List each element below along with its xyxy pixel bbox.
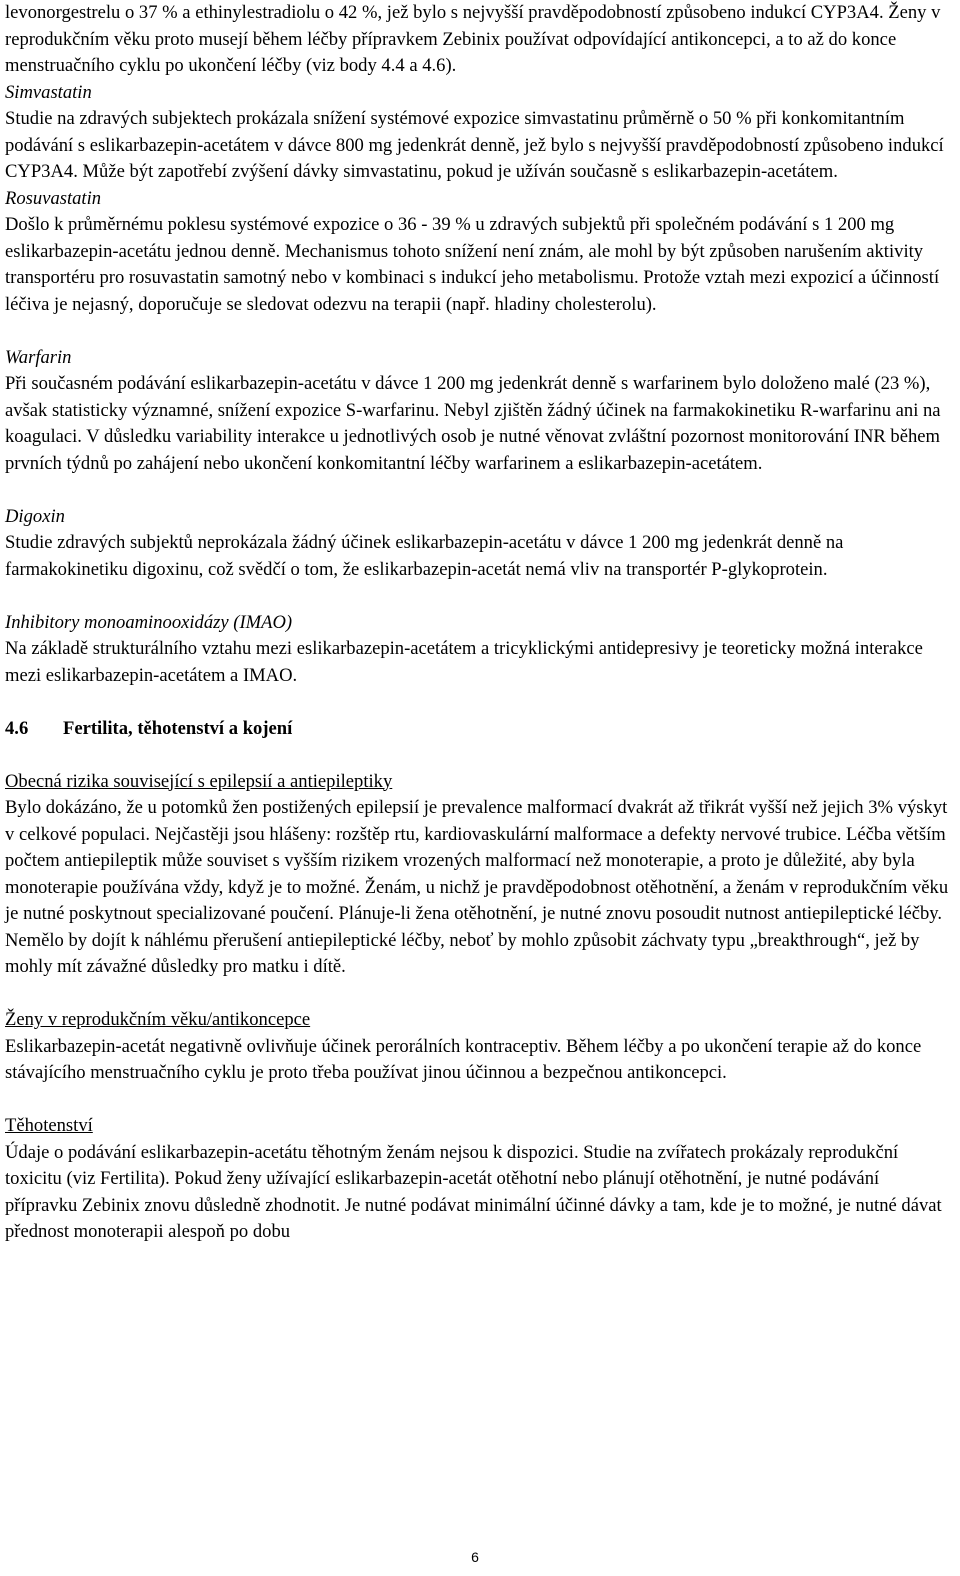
contraception-heading: Ženy v reprodukčním věku/antikoncepce bbox=[5, 1009, 311, 1030]
general-risks-paragraph: Bylo dokázáno, že u potomků žen postižených epilepsií je prevalence malformací dvakrát až třikrát vyšší než jejich 3% výskyt v celkové populaci. Nejčastěji jsou hlášeny: rozštěp rtu, kardiovaskulární malformace a defekty nervové trubice. Léčba větším počtem antiepileptik může souviset s vyšším rizikem vrozených malformací než monoterapie, a proto je důležité, aby byla monoterapie používána vždy, když je to možné. Ženám, u nichž je pravděpodobnost otěhotnění, a ženám v reprodukčním věku je nutné poskytnout specializované poučení. Plánuje-li žena otěhotnění, je nutné znovu posoudit nutnost antiepileptické léčby. Nemělo by dojít k náhlému přerušení antiepileptické léčby, neboť by mohlo způsobit záchvaty typu „breakthrough“, jež by mohly mít závažné důsledky pro matku i dítě. bbox=[5, 797, 949, 977]
intro-paragraph: levonorgestrelu o 37 % a ethinylestradiolu o 42 %, jež bylo s nejvyšší pravděpodobností způsobeno indukcí CYP3A4. Ženy v reprodukčním věku proto musejí během léčby přípravkem Zebinix používat odpovídající antikoncepci, a to až do konce menstruačního cyklu po ukončení léčby (viz body 4.4 a 4.6). bbox=[5, 2, 941, 76]
digoxin-paragraph: Studie zdravých subjektů neprokázala žádný účinek eslikarbazepin-acetátu v dávce 1 200 mg jedenkrát denně na farmakokinetiku digoxinu, což svědčí o tom, že eslikarbazepin-acetát nemá vliv na transportér P-glykoprotein. bbox=[5, 532, 844, 580]
rosuvastatin-heading: Rosuvastatin bbox=[5, 187, 102, 209]
general-risks-heading: Obecná rizika související s epilepsií a antiepileptiky bbox=[5, 770, 393, 792]
digoxin-heading: Digoxin bbox=[5, 505, 65, 527]
warfarin-paragraph: Při současném podávání eslikarbazepin-acetátu v dávce 1 200 mg jedenkrát denně s warfarinem bylo doloženo malé (23 %), avšak statisticky významné, snížení expozice S-warfarinu. Nebyl zjištěn žádný účinek na farmakokinetiku R-warfarinu ani na koagulaci. V důsledku variability interakce u jednotlivých osob je nutné věnovat zvláštní pozornost monitorování INR během prvních týdnů po zahájení nebo ukončení konkomitantní léčby warfarinem a eslikarbazepin-acetátem. bbox=[5, 373, 941, 474]
simvastatin-heading: Simvastatin bbox=[5, 81, 92, 103]
pregnancy-heading: Těhotenství bbox=[5, 1115, 93, 1136]
section-number: 4.6 bbox=[5, 717, 29, 739]
page-number: 6 bbox=[471, 1549, 479, 1565]
section-4-6-heading bbox=[5, 716, 955, 743]
contraception-paragraph: Eslikarbazepin-acetát negativně ovlivňuje účinek perorálních kontraceptiv. Během léčby a po ukončení terapie až do konce stávajícího menstruačního cyklu je proto třeba používat jinou účinnou a bezpečnou antikoncepci. bbox=[5, 1035, 922, 1083]
section-title: Fertilita, těhotenství a kojení bbox=[63, 717, 293, 739]
warfarin-heading: Warfarin bbox=[5, 346, 72, 368]
rosuvastatin-paragraph: Došlo k průměrnému poklesu systémové expozice o 36 - 39 % u zdravých subjektů při společném podávání s 1 200 mg eslikarbazepin-acetátu jednou denně. Mechanismus tohoto snížení není znám, ale mohl by být způsoben narušením aktivity transportéru pro rosuvastatin samotný nebo v kombinaci s indukcí jeho metabolismu. Protože vztah mezi expozicí a účinností léčiva je nejasný, doporučuje se sledovat odezvu na terapii (např. hladiny cholesterolu). bbox=[5, 214, 940, 315]
document-page bbox=[5, 0, 955, 1246]
imao-paragraph: Na základě strukturálního vztahu mezi eslikarbazepin-acetátem a tricyklickými antidepresivy je teoreticky možná interakce mezi eslikarbazepin-acetátem a IMAO. bbox=[5, 638, 923, 686]
pregnancy-paragraph: Údaje o podávání eslikarbazepin-acetátu těhotným ženám nejsou k dispozici. Studie na zvířatech prokázaly reprodukční toxicitu (viz Fertilita). Pokud ženy užívající eslikarbazepin-acetát otěhotní nebo plánují otěhotnění, je nutné podávání přípravku Zebinix znovu důsledně zhodnotit. Je nutné podávat minimální účinné dávky a tam, kde je to možné, je nutné dávat přednost monoterapii alespoň po dobu bbox=[5, 1141, 942, 1242]
simvastatin-paragraph: Studie na zdravých subjektech prokázala snížení systémové expozice simvastatinu průměrně o 50 % při konkomitantním podávání s eslikarbazepin-acetátem v dávce 800 mg jedenkrát denně, jež bylo s nejvyšší pravděpodobností způsobeno indukcí CYP3A4. Může být zapotřebí zvýšení dávky simvastatinu, pokud je užíván současně s eslikarbazepin-acetátem. bbox=[5, 108, 944, 182]
imao-heading: Inhibitory monoaminooxidázy (IMAO) bbox=[5, 611, 293, 633]
